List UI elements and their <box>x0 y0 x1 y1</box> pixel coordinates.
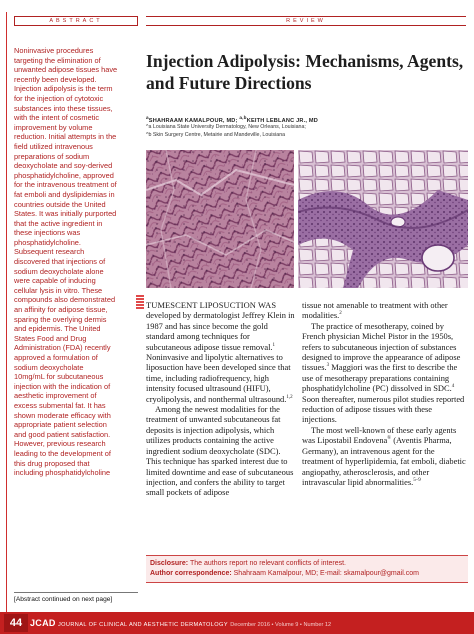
disclosure-text: The authors report no relevant conflicts of interest. <box>189 560 346 567</box>
page-number: 44 <box>4 614 28 632</box>
abstract-line: preparations of sodium <box>14 151 90 161</box>
abstract-line: cellular lysis in vitro. These <box>14 285 103 295</box>
abstract-line: appropriate patient selection <box>14 420 107 430</box>
body-column-1: TUMESCENT LIPOSUCTION WAS developed by dermatologist Jeffrey Klein in 1987 and has since become the gold standard among techniques for subcutaneous adipose tissue removal.$^1$ Noninvasive and lipolytic alternatives to liposuction have been developed since that time, including radiofrequency, high intensity focused ultrasound (HIFU), cryolipolysis, and nonthermal ultrasound.$^{1,2}$ Among the newest modalities for the treatment of unwanted subcutaneous fat deposits is injection adipolysis, which utilizes products containing the active ingredient sodium deoxycholate (SDC). This technique has sparked interest due to limited downtime and ease of subcutaneous injection, and confers the ability to target small pockets of adipose <box>146 300 295 498</box>
abstract-line: Noninvasive procedures <box>14 46 94 55</box>
abstract-line: Injection adipolysis is the term <box>14 84 113 94</box>
abstract-header: ABSTRACT <box>14 16 138 26</box>
abstract-line: phosphatidylcholine. <box>14 237 81 247</box>
abstract-line: that the active ingredient in <box>14 218 103 228</box>
abstract-line: States. It was initially purported <box>14 209 117 219</box>
correspondence-text: Shahraam Kamalpour, MD; E-mail: skamalpour@gmail.com <box>233 570 419 578</box>
abstract-line: countries outside the United <box>14 199 106 209</box>
abstract-line: recently been developed. <box>14 74 97 84</box>
abstract-line: were capable of inducing <box>14 276 96 286</box>
abstract-line: field utilized intravenous <box>14 141 93 151</box>
author-line: $^a$SHAHRAAM KAMALPOUR, MD; $^{a,b}$KEITH LEBLANC JR., MD <box>146 115 319 124</box>
abstract-line: phosphatidylcholine, approved <box>14 170 114 180</box>
abstract-line: an affinity for adipose tissue, <box>14 305 108 315</box>
abstract-line: with the intent of cosmetic <box>14 113 100 123</box>
abstract-line: fat emboli and dyslipidemias in <box>14 189 115 199</box>
affiliation-b: ^b Skin Surgery Centre, Metairie and Mandeville, Louisiana <box>146 131 286 138</box>
abstract-line: excess submental fat. It has <box>14 400 106 410</box>
journal-abbreviation: JCAD <box>30 618 56 628</box>
abstract-line: States Food and Drug <box>14 333 87 343</box>
review-header: REVIEW <box>146 16 466 26</box>
abstract-line: shown moderate efficacy with <box>14 410 111 420</box>
journal-name: JOURNAL OF CLINICAL AND AESTHETIC DERMATOLOGY <box>57 622 228 628</box>
disclosure-label: Disclosure: <box>150 560 189 567</box>
abstract-line: for the injection of cytotoxic <box>14 93 104 103</box>
abstract-line: and epidermis. The United <box>14 324 101 334</box>
abstract-line: sparing the overlying dermis <box>14 314 107 324</box>
histology-image-right <box>298 150 468 288</box>
paragraph: Among the newest modalities for the treatment of unwanted subcutaneous fat deposits is injection adipolysis, which utilizes products containing the active ingredient sodium deoxycholate (SDC). This technique has sparked interest due to limited downtime and ease of subcutaneous injection, and confers the ability to target small pockets of adipose <box>146 404 294 498</box>
abstract-line: improvement by volume <box>14 122 93 132</box>
abstract-divider <box>14 592 138 593</box>
abstract-line: substances into these tissues, <box>14 103 113 113</box>
journal-line <box>30 618 331 628</box>
abstract-line: and good patient satisfaction. <box>14 429 111 439</box>
abstract-line: 10mg/mL for subcutaneous <box>14 372 104 382</box>
abstract-line: Subsequent research <box>14 247 85 257</box>
abstract-continued-note: [Abstract continued on next page] <box>14 596 113 603</box>
abstract-line: injection with the indication of <box>14 381 111 391</box>
body-column-2: tissue not amenable to treatment with other modalities.$^2$ The practice of mesotherapy, coined by French physician Michel Pistor in the 1950s, refers to subcutaneous injection of substances designed to improve the appearance of adipose tissues.$^3$ Maggiori was the first to describe the use of mesotherapy preparations containing phosphatidylcholine (PC) dissolved in SDC.$^4$ Soon thereafter, numerous pilot studies reported reduction of adipose tissues with these injections. The most well-known of these early agents was Lipostabil Endovena® (Aventis Pharma, Germany), an intravenous agent for the treatment of hyperlipidemia, fat emboli, diabetic angiopathy, atherosclerosis, and other intravascular lipid abnormalities.$^{5-9}$ <box>302 300 466 487</box>
abstract-line: aesthetic improvement of <box>14 391 97 401</box>
lead-in: TUMESCENT LIPOSUCTION WAS <box>146 300 277 310</box>
abstract-line: Administration (FDA) recently <box>14 343 111 353</box>
abstract-line: sodium deoxycholate <box>14 362 84 372</box>
abstract-line: this drug proposed that <box>14 458 90 468</box>
abstract-line: discovered that injections of <box>14 257 106 267</box>
page-footer <box>0 612 474 634</box>
correspondence-label: Author correspondence: <box>150 570 232 578</box>
abstract-line: reduction. Initial attempts in the <box>14 132 117 142</box>
abstract-line: leading to the development of <box>14 448 111 458</box>
affiliations <box>146 124 306 139</box>
abstract-line: including phosphatidylcholine <box>14 468 111 478</box>
abstract-line: these injections was <box>14 228 81 238</box>
abstract-text <box>14 46 140 478</box>
issue-info: December 2016 • Volume 9 • Number 12 <box>230 622 332 628</box>
abstract-line: approved a formulation of <box>14 353 98 362</box>
abstract-line: for the intravenous treatment of <box>14 180 117 190</box>
left-margin-rule <box>6 12 7 616</box>
article-title: Injection Adipolysis: Mechanisms, Agents, and Future Directions <box>146 51 464 93</box>
abstract-line: targeting the elimination of <box>14 55 101 65</box>
disclosure-box <box>146 555 468 583</box>
histology-image-left <box>146 150 294 288</box>
abstract-line: compounds also demonstrated <box>14 295 116 305</box>
column-marker <box>136 295 144 309</box>
abstract-line: deoxycholate and soy-derived <box>14 161 113 171</box>
abstract-line: However, previous research <box>14 439 106 449</box>
affiliation-a: ^a Louisiana State University Dermatology, New Orleans, Louisiana; <box>146 124 306 130</box>
abstract-line: unwanted adipose tissues have <box>14 65 118 75</box>
abstract-line: sodium deoxycholate alone <box>14 266 104 276</box>
